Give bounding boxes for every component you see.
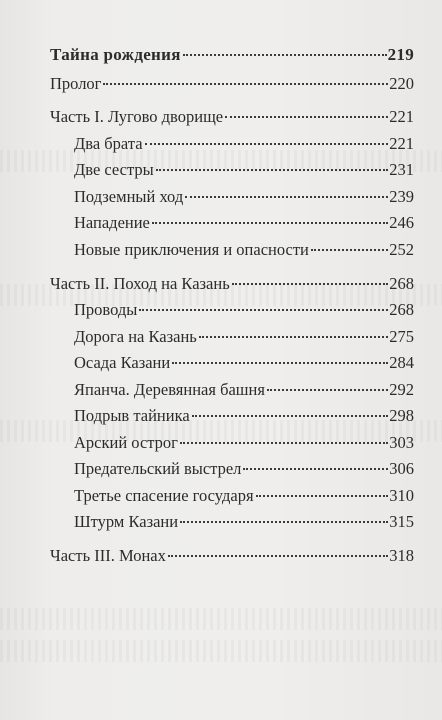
- dot-leader: [199, 336, 388, 338]
- dot-leader: [168, 555, 388, 557]
- toc-entry-page: 315: [389, 512, 414, 531]
- toc-entry-chapter: [74, 483, 414, 509]
- toc-entry-part-3: [50, 543, 414, 569]
- toc-entry-page: 268: [389, 300, 414, 319]
- toc-section-heading: [50, 42, 414, 68]
- toc-entry-title: Часть II. Поход на Казань: [50, 274, 230, 293]
- toc-entry-part-2: [50, 271, 414, 297]
- toc-entry-page: 231: [389, 160, 414, 179]
- toc-entry-chapter: [74, 210, 414, 236]
- toc-entry-prologue: [50, 71, 414, 97]
- toc-entry-title: Часть I. Лугово дворище: [50, 107, 224, 126]
- toc-entry-chapter: [74, 509, 414, 535]
- show-through-text: [0, 608, 442, 630]
- toc-entry-page: 219: [387, 45, 414, 64]
- dot-leader: [103, 83, 388, 85]
- toc-entry-title: Осада Казани: [74, 353, 171, 372]
- toc-entry-chapter: [74, 184, 414, 210]
- toc-entry-page: 252: [389, 240, 414, 259]
- toc-entry-part-1: [50, 104, 414, 130]
- toc-entry-page: 239: [389, 187, 414, 206]
- toc-entry-chapter: [74, 350, 414, 376]
- dot-leader: [185, 196, 388, 198]
- toc-entry-page: 318: [389, 546, 414, 565]
- toc-entry-title: Новые приключения и опасности: [74, 240, 309, 259]
- toc-entry-page: 310: [389, 486, 414, 505]
- toc-entry-title: Подрыв тайника: [74, 406, 190, 425]
- dot-leader: [180, 442, 388, 444]
- dot-leader: [192, 415, 389, 417]
- toc-entry-page: 268: [389, 274, 414, 293]
- toc-entry-chapter: [74, 403, 414, 429]
- toc-entry-page: 303: [389, 433, 414, 452]
- toc-entry-page: 221: [389, 107, 414, 126]
- toc-entry-title: Третье спасение государя: [74, 486, 254, 505]
- toc-entry-chapter: [74, 157, 414, 183]
- toc-entry-chapter: [74, 297, 414, 323]
- toc-entry-title: Арский острог: [74, 433, 178, 452]
- toc-entry-chapter: [74, 131, 414, 157]
- toc-entry-page: 246: [389, 213, 414, 232]
- dot-leader: [256, 495, 389, 497]
- toc-entry-title: Часть III. Монах: [50, 546, 166, 565]
- dot-leader: [243, 468, 388, 470]
- dot-leader: [156, 169, 389, 171]
- dot-leader: [232, 283, 389, 285]
- toc-entry-chapter: [74, 430, 414, 456]
- toc-entry-page: 292: [389, 380, 414, 399]
- toc-entry-page: 221: [389, 134, 414, 153]
- toc-entry-chapter: [74, 237, 414, 263]
- toc-entry-title: Япанча. Деревянная башня: [74, 380, 265, 399]
- toc-entry-page: 220: [389, 74, 414, 93]
- toc-entry-page: 298: [389, 406, 414, 425]
- dot-leader: [152, 222, 388, 224]
- toc-entry-title: Проводы: [74, 300, 138, 319]
- dot-leader: [225, 116, 388, 118]
- toc-entry-page: 275: [389, 327, 414, 346]
- dot-leader: [180, 521, 388, 523]
- toc-entry-title: Тайна рождения: [50, 45, 181, 64]
- dot-leader: [139, 309, 388, 311]
- toc-entry-title: Штурм Казани: [74, 512, 179, 531]
- toc-entry-title: Две сестры: [74, 160, 154, 179]
- toc-entry-title: Пролог: [50, 74, 102, 93]
- toc-entry-title: Предательский выстрел: [74, 459, 242, 478]
- toc-entry-title: Два брата: [74, 134, 143, 153]
- toc-entry-chapter: [74, 324, 414, 350]
- toc-entry-page: 284: [389, 353, 414, 372]
- dot-leader: [267, 389, 388, 391]
- toc-entry-title: Подземный ход: [74, 187, 184, 206]
- toc-entry-page: 306: [389, 459, 414, 478]
- toc-entry-chapter: [74, 456, 414, 482]
- dot-leader: [145, 143, 389, 145]
- show-through-text: [0, 640, 442, 662]
- toc-entry-title: Нападение: [74, 213, 150, 232]
- toc-entry-title: Дорога на Казань: [74, 327, 197, 346]
- toc-entry-chapter: [74, 377, 414, 403]
- dot-leader: [172, 362, 388, 364]
- dot-leader: [311, 249, 388, 251]
- dot-leader: [183, 54, 387, 56]
